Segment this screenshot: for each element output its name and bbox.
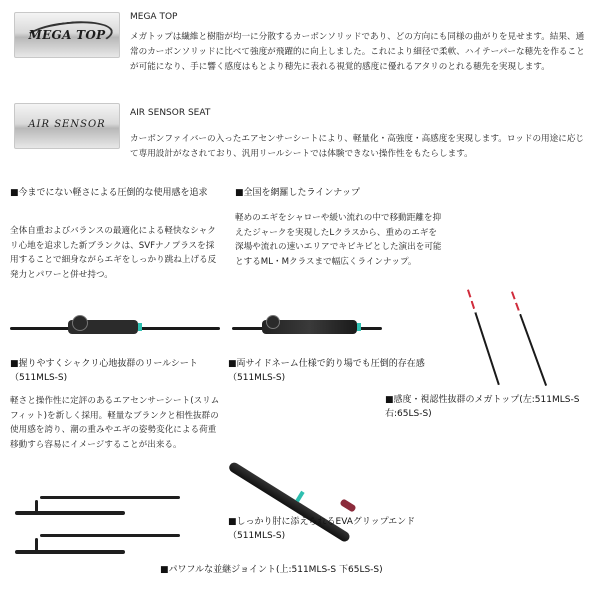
- airsensor-logo: [14, 103, 120, 149]
- eva-grip-photo: [225, 420, 365, 505]
- light-section-heading: ■今までにない軽さによる圧倒的な使用感を追求: [10, 188, 208, 198]
- joint-blank-top-lower: [15, 511, 125, 515]
- butt-cap: [339, 498, 356, 512]
- reelseat-section-body: 軽さと操作性に定評のあるエアセンサーシート(スリムフィット)を新しく採用。軽量なブランクと相性抜群の使用感を誇り、潮の重みやエギの姿勢変化による荷重移動すら容易にイメージすることが出来る。: [10, 396, 220, 450]
- tip-511mls: [467, 289, 500, 385]
- megatop-logo-text: MEGA TOP: [28, 28, 106, 42]
- sidename-photo: [232, 305, 382, 350]
- joint-blank-bottom-upper: [40, 534, 180, 537]
- reelseat-section-heading: ■握りやすくシャクリ心地抜群のリールシート（511MLS-S): [10, 359, 198, 383]
- accent-trim: [357, 323, 361, 331]
- joint-connector: [35, 538, 38, 551]
- reelseat-photo: [10, 305, 220, 350]
- light-section-body: 全体自重およびバランスの最適化による軽快なシャクリ心地を追求した新ブランクは、SVFナノプラスを採用することで細身ながらエギをしっかり跳ね上げる反発力とパワーと併せ持つ。: [10, 226, 217, 280]
- joint-photo: [10, 490, 190, 565]
- airsensor-description: カーボンファイバーの入ったエアセンサーシートにより、軽量化・高強度・高感度を実現します。ロッドの用途に応じて専用設計がなされており、汎用リールシートでは体験できない操作性をもたらします。: [130, 134, 585, 159]
- megatop-description: メガトップは繊維と樹脂が均一に分散するカーボンソリッドであり、どの方向にも同様の曲がりを見せます。結果、通常のカーボンソリッドに比べて強度が飛躍的に向上しました。これにより細径で柔軟、ハイテーパーな穂先を作ることが可能になり、手に響く感度はもとより穂先に表れる視覚的感度に優れるアタリのとれる穂先を実現します。: [130, 32, 585, 72]
- airsensor-title: AIR SENSOR SEAT: [130, 108, 211, 118]
- sidename-section-heading: ■両サイドネーム仕様で釣り場でも圧倒的存在感（511MLS-S): [228, 359, 425, 383]
- joint-section-heading: ■パワフルな並継ジョイント(上:511MLS-S 下65LS-S): [160, 565, 383, 575]
- reel-seat-hood: [72, 315, 88, 331]
- accent-trim: [138, 323, 142, 331]
- eva-section-heading: ■しっかり肘に添えられるEVAグリップエンド（511MLS-S): [228, 517, 416, 541]
- joint-connector: [35, 500, 38, 512]
- reel-seat-hood: [266, 315, 280, 329]
- lineup-section-heading: ■全国を網羅したラインナップ: [235, 188, 361, 198]
- airsensor-logo-text: AIR SENSOR: [28, 119, 106, 130]
- megatop-tips-photo: [455, 290, 575, 390]
- joint-blank-top-upper: [40, 496, 180, 499]
- megatop-section-heading: ■感度・視認性抜群のメガトップ(左:511MLS-S 右:65LS-S): [385, 395, 580, 419]
- megatop-title: MEGA TOP: [130, 12, 178, 22]
- megatop-logo: [14, 12, 120, 58]
- lineup-section-body: 軽めのエギをシャローや緩い流れの中で移動距離を抑えたジャークを実現したLクラスから、重めのエギを深場や流れの速いエリアでキビキビとした演出を可能とするML・Mクラスまで幅広くラインナップ。: [235, 213, 442, 267]
- joint-blank-bottom-lower: [15, 550, 125, 554]
- accent-trim: [295, 491, 304, 502]
- tip-65ls: [511, 291, 547, 386]
